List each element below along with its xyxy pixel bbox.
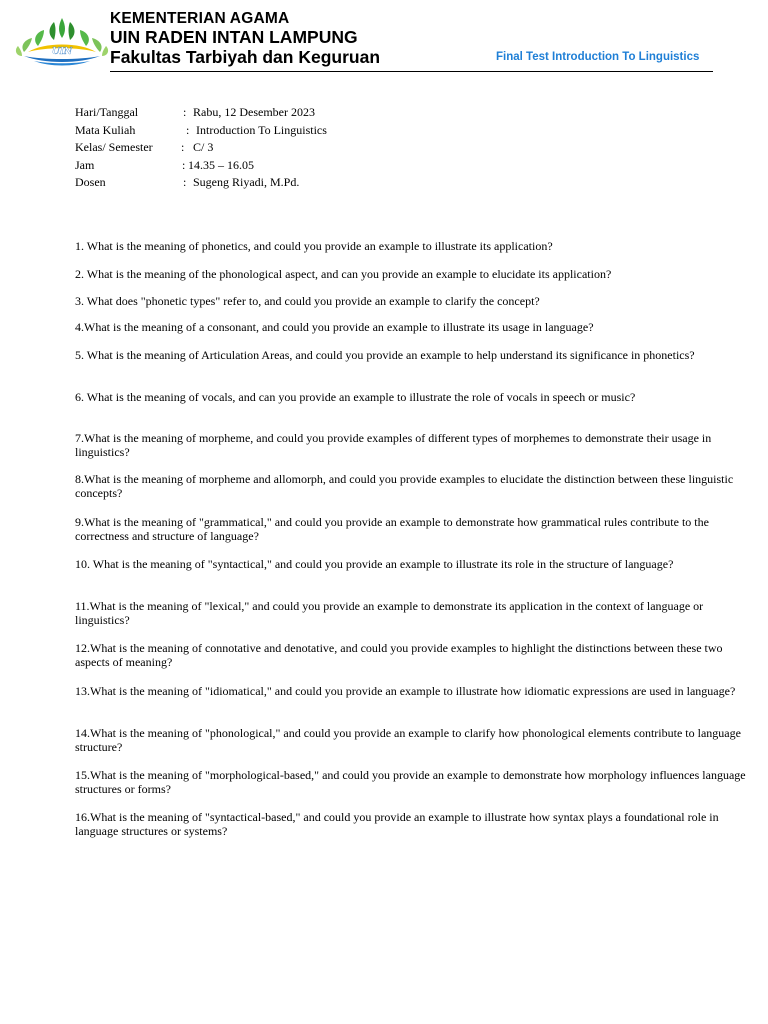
question-item: 14.What is the meaning of "phonological," and could you provide an example to clarify how phonological elements contribute to language structure? [75,726,741,754]
faculty-name: Fakultas Tarbiyah dan Keguruan [110,47,381,67]
university-name: UIN RADEN INTAN LAMPUNG [110,27,358,47]
info-value: C/ 3 [193,140,214,154]
question-item: 1. What is the meaning of phonetics, and could you provide an example to illustrate its application? [75,239,553,253]
question-item: 5. What is the meaning of Articulation Areas, and could you provide an example to help understand its significance in phonetics? [75,348,695,362]
info-colon: : [181,140,185,154]
logo-text: UIN [51,47,73,57]
info-colon: : [182,157,186,172]
info-label: Mata Kuliah [75,122,136,137]
info-label: Jam [75,157,95,172]
question-item: 8.What is the meaning of morpheme and allomorph, and could you provide examples to elucidate the distinction between these linguistic concepts? [75,472,734,500]
info-label: Dosen [75,175,106,189]
info-value: Sugeng Riyadi, M.Pd. [193,175,300,189]
info-value: 14.35 – 16.05 [188,157,254,172]
question-item: 12.What is the meaning of connotative and denotative, and could you provide examples to highlight the distinctions between these two aspects of meaning? [75,641,723,669]
info-colon: : [186,122,190,137]
question-item: 3. What does "phonetic types" refer to, and could you provide an example to clarify the concept? [75,294,540,308]
info-value: Rabu, 12 Desember 2023 [193,105,315,119]
question-item: 6. What is the meaning of vocals, and can you provide an example to illustrate the role of vocals in speech or music? [75,390,636,404]
info-label: Kelas/ Semester [75,140,153,154]
header-rule [110,71,713,72]
question-item: 7.What is the meaning of morpheme, and could you provide examples of different types of morphemes to demonstrate their usage in linguistics? [75,431,712,459]
question-item: 10. What is the meaning of "syntactical," and could you provide an example to illustrate its role in the structure of language? [75,557,674,571]
question-item: 13.What is the meaning of "idiomatical," and could you provide an example to illustrate how idiomatic expressions are used in language? [75,684,736,698]
info-colon: : [183,105,187,119]
test-title: Final Test Introduction To Linguistics [496,51,700,63]
question-item: 9.What is the meaning of "grammatical," and could you provide an example to demonstrate how grammatical rules contribute to the correctness and structure of language? [75,515,709,543]
info-value: Introduction To Linguistics [196,122,327,137]
uin-raden-intan-logo-icon [14,12,110,68]
info-label: Hari/Tanggal [75,105,139,119]
question-item: 15.What is the meaning of "morphological-based," and could you provide an example to demonstrate how morphology influences language structures or forms? [75,768,746,796]
info-colon: : [183,175,187,189]
institution-header [110,10,380,68]
ministry-name: KEMENTERIAN AGAMA [110,10,290,27]
question-item: 11.What is the meaning of "lexical," and could you provide an example to demonstrate its application in the context of language or linguistics? [75,599,704,627]
question-item: 4.What is the meaning of a consonant, and could you provide an example to illustrate its usage in language? [75,320,594,334]
question-item: 2. What is the meaning of the phonological aspect, and can you provide an example to elucidate its application? [75,267,612,281]
question-item: 16.What is the meaning of "syntactical-based," and could you provide an example to illustrate how syntax plays a foundational role in language structures or systems? [75,810,719,838]
